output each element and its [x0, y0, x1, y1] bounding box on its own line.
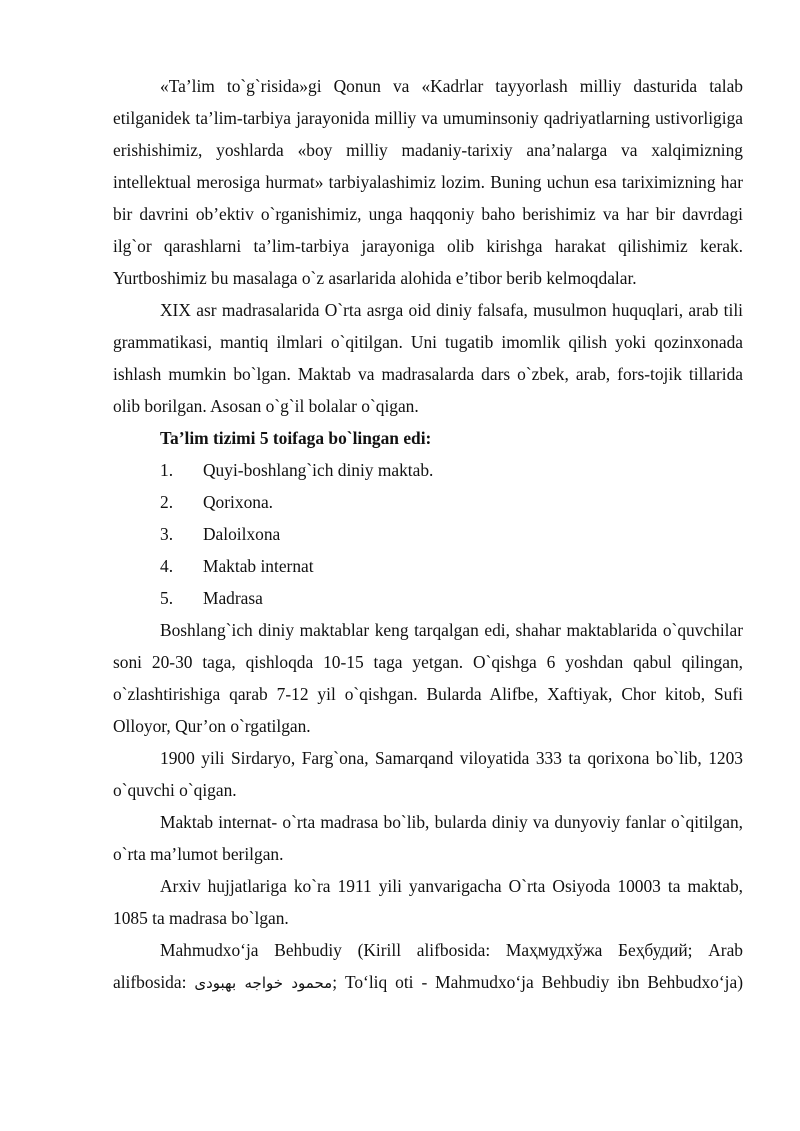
document-page [113, 70, 743, 999]
behbudiy-arabic-name: محمود خواجه بهبودی [194, 974, 333, 992]
list-item-text: Madrasa [203, 588, 263, 608]
list-item-number: 5. [160, 588, 174, 608]
list-item-text: Daloilxona [203, 524, 281, 544]
paragraph-qorixona-1900: 1900 yili Sirdaryo, Farg`ona, Samarqand viloyatida 333 ta qorixona bo`lib, 1203 o`quvchi o`qigan. [113, 748, 743, 800]
list-item-text: Maktab internat [203, 556, 314, 576]
paragraph-behbudiy [113, 934, 743, 999]
list-item-text: Quyi-boshlang`ich diniy maktab. [203, 460, 434, 480]
list-item-number: 2. [160, 492, 174, 512]
list-item [113, 518, 743, 550]
list-item [113, 582, 743, 614]
paragraph-education-law: «Ta’lim to`g`risida»gi Qonun va «Kadrlar tayyorlash milliy dasturida talab etilganidek ta’lim-tarbiya jarayonida milliy va umuminsoniy qadriyatlarning ustivorligiga erishishimiz, yoshlarda «boy milliy madaniy-tarixiy ana’nalarga va xalqimizning intellektual merosiga hurmat» tarbiyalashimiz lozim. Buning uchun esa tariximizning har bir davrini ob’ektiv o`rganishimiz, unga haqqoniy baho berishimiz va har bir davrdagi ilg`or qarashlarni ta’lim-tarbiya jarayoniga olib kirishga harakat qilishimiz kerak. Yurtboshimiz bu masalaga o`z asarlarida alohida e’tibor berib kelmoqdalar. [113, 76, 743, 288]
paragraph-madrasa-19th-century: XIX asr madrasalarida O`rta asrga oid diniy falsafa, musulmon huquqlari, arab tili grammatikasi, mantiq ilmlari o`qitilgan. Uni tugatib imomlik qilish yoki qozinxonada ishlash mumkin bo`lgan. Maktab va madrasalarda dars o`zbek, arab, fors-tojik tillarida olib borilgan. Asosan o`g`il bolalar o`qigan. [113, 300, 743, 416]
list-item-text: Qorixona. [203, 492, 274, 512]
list-item [113, 550, 743, 582]
paragraph-primary-schools: Boshlang`ich diniy maktablar keng tarqalgan edi, shahar maktablarida o`quvchilar soni 20-30 taga, qishloqda 10-15 taga yetgan. O`qishga 6 yoshdan qabul qilingan, o`zlashtirishiga qarab 7-12 yil o`qishgan. Bularda Alifbe, Xaftiyak, Chor kitob, Sufi Olloyor, Qur’on o`rgatilgan. [113, 620, 743, 736]
education-system-heading: Ta’lim tizimi 5 toifaga bo`lingan edi: [160, 428, 432, 448]
list-item [113, 486, 743, 518]
behbudiy-text-end: ; To‘liq oti - Mahmudxo‘ja Behbudiy ibn Behbudxo‘ja) [332, 972, 743, 992]
paragraph-maktab-internat: Maktab internat- o`rta madrasa bo`lib, bularda diniy va dunyoviy fanlar o`qitilgan, o`rta ma’lumot berilgan. [113, 812, 743, 864]
behbudiy-text-start: Mahmudxo‘ja Behbudiy (Kirill alifbosida: Маҳмудхўжа Беҳбудий; Arab alifbosida: [113, 940, 743, 992]
list-item-number: 4. [160, 556, 174, 576]
list-item-number: 3. [160, 524, 174, 544]
education-types-list [113, 454, 743, 614]
list-item [113, 454, 743, 486]
list-item-number: 1. [160, 460, 174, 480]
paragraph-archive-1911: Arxiv hujjatlariga ko`ra 1911 yili yanvarigacha O`rta Osiyoda 10003 ta maktab, 1085 ta madrasa bo`lgan. [113, 876, 743, 928]
